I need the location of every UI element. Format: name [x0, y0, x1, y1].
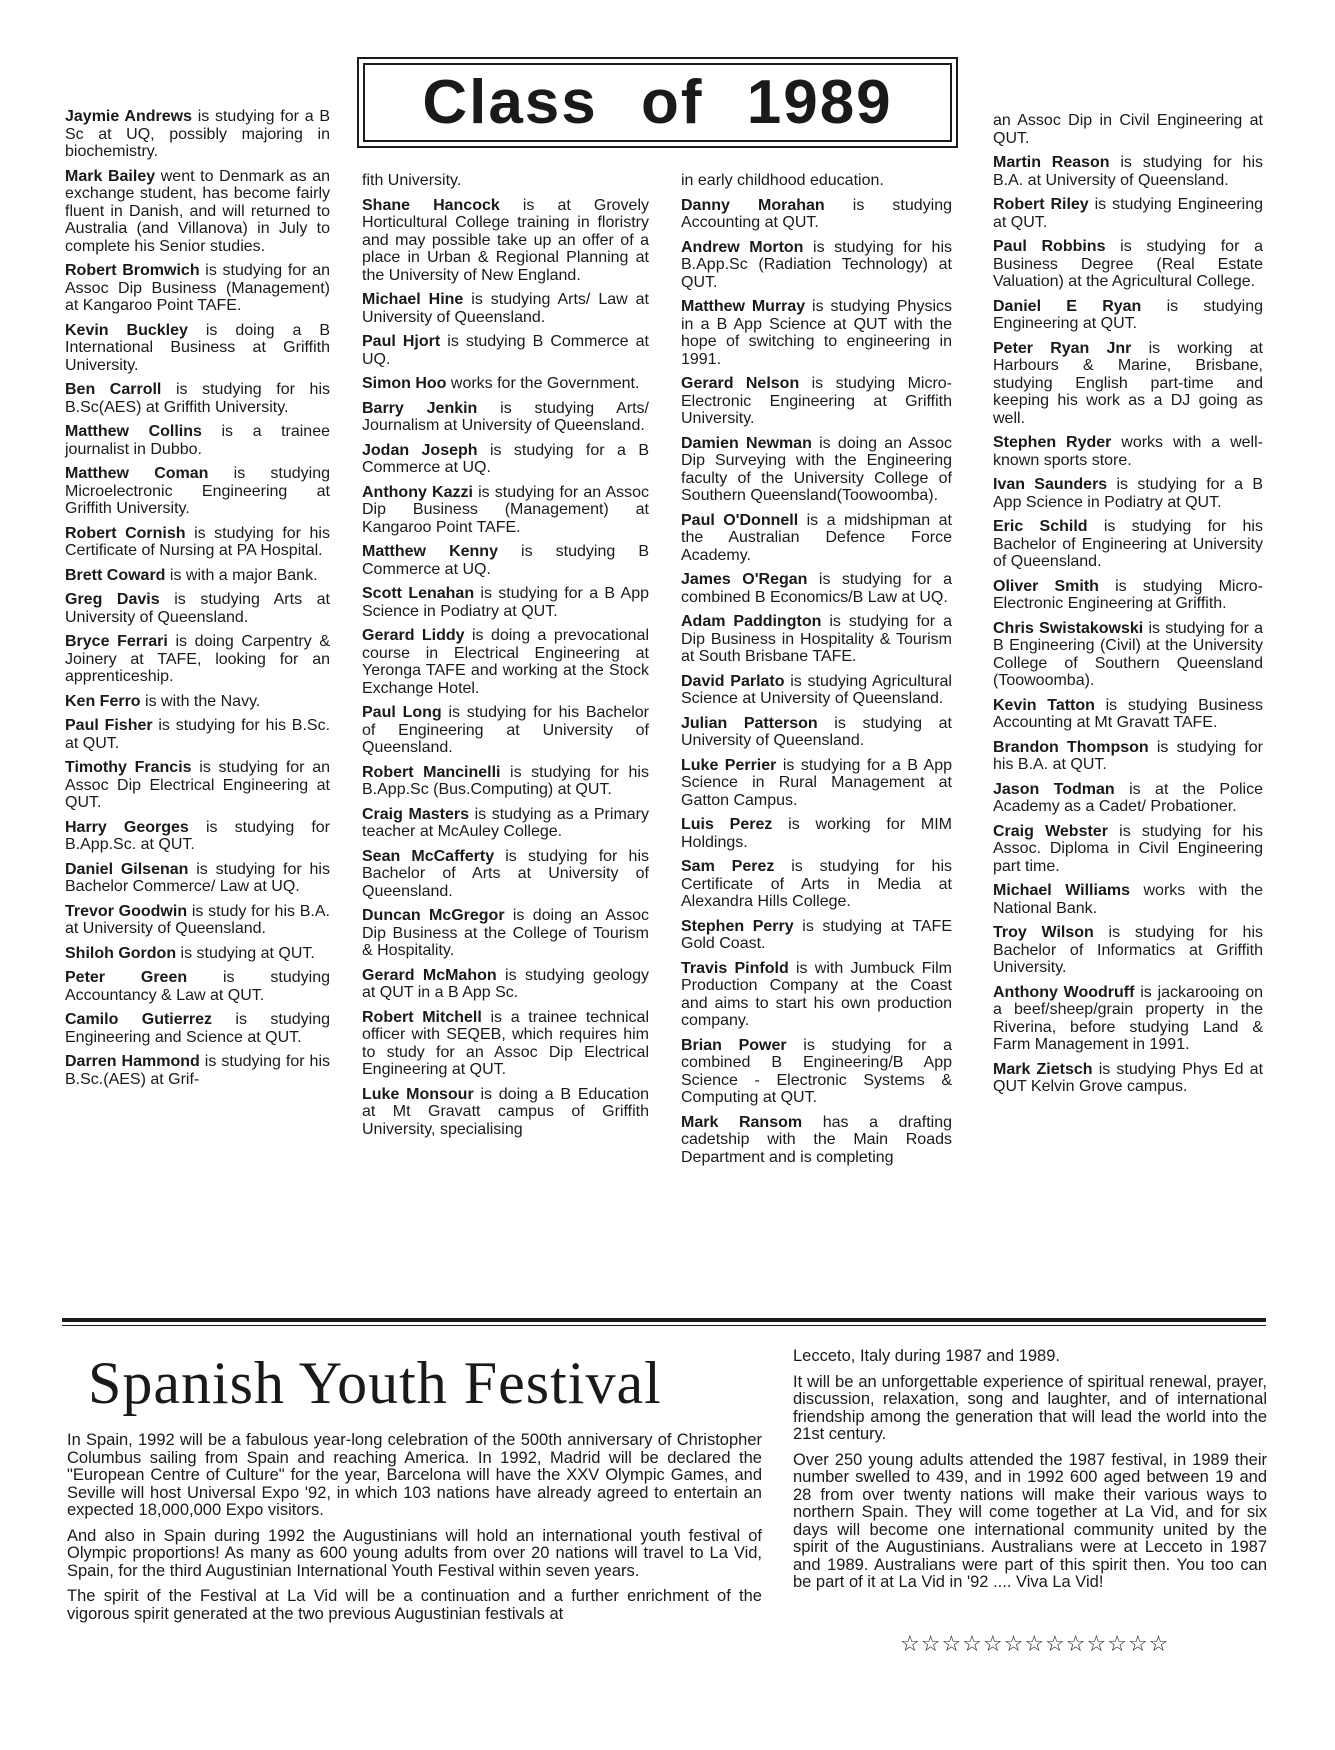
festival-paragraph: In Spain, 1992 will be a fabulous year-long celebration of the 500th anniversary of Christopher Columbus sailing from Spain and reaching America. In 1992, Madrid will be declared the "European Centre of Culture" for the year, Barcelona will have the XXV Olympic Games, and Seville will host Universal Expo '92, in which 103 nations have already agreed to entertain an expected 18,000,000 Expo visitors. — [67, 1431, 762, 1519]
student-details: is at the Police Academy as a Cadet/ Probationer. — [993, 780, 1264, 815]
student-details: is studying for his Bachelor of Informatics at Griffith University. — [993, 924, 1263, 976]
column-continuation: an Assoc Dip in Civil Engineering at QUT. — [993, 112, 1263, 147]
student-entry — [362, 585, 649, 620]
column-continuation: in early childhood education. — [681, 172, 884, 189]
student-name: Robert Mancinelli — [362, 763, 501, 781]
student-details: has a drafting cadetship with the Main Roads Department and is completing — [681, 1113, 952, 1166]
student-details: is studying for his Certificate of Nursing at PA Hospital. — [65, 524, 330, 559]
student-name: Damien Newman — [681, 434, 812, 452]
student-name: Craig Webster — [993, 822, 1108, 840]
student-name: Darren Hammond — [65, 1053, 200, 1070]
student-entry — [362, 333, 649, 368]
student-entry — [362, 848, 649, 901]
student-name: Travis Pinfold — [681, 959, 789, 977]
student-entry — [362, 1009, 649, 1079]
student-entry — [362, 1086, 649, 1139]
student-name: Brett Coward — [65, 566, 166, 584]
student-details: is studying Phys Ed at QUT Kelvin Grove campus. — [993, 1060, 1264, 1095]
student-entry — [681, 960, 952, 1030]
student-name: Harry Georges — [65, 818, 189, 836]
student-entry — [362, 967, 649, 1002]
festival-column-right — [793, 1348, 1267, 1600]
student-details: is working at Harbours & Marine, Brisbane, studying English part-time and keeping his work as a DJ going as well. — [993, 339, 1264, 427]
student-entry — [993, 924, 1263, 977]
student-name: Craig Masters — [362, 805, 469, 823]
student-details: is studying for a combined B Economics/B Law at UQ. — [681, 571, 952, 606]
student-entry — [993, 518, 1263, 571]
student-name: Gerard Liddy — [362, 627, 465, 644]
student-name: Ivan Saunders — [993, 476, 1108, 493]
student-entry — [993, 697, 1263, 732]
student-entry — [65, 759, 330, 812]
student-name: David Parlato — [681, 672, 785, 690]
student-entry — [362, 197, 649, 285]
student-details: is studying for a B Sc at UQ, possibly majoring in biochemistry. — [65, 108, 330, 160]
student-entry — [993, 781, 1263, 816]
student-entry — [65, 693, 330, 711]
student-name: Brian Power — [681, 1036, 787, 1054]
student-entry — [681, 435, 952, 505]
student-name: Matthew Kenny — [362, 543, 498, 560]
student-entry — [993, 196, 1263, 231]
student-name: Julian Patterson — [681, 714, 818, 732]
student-name: Mark Ransom — [681, 1113, 803, 1131]
student-entry — [993, 154, 1263, 189]
festival-paragraph: Over 250 young adults attended the 1987 festival, in 1989 their number swelled to 439, and in 1992 600 aged between 19 and 28 from over twenty nations will make their various ways to northern Spain. They will come together at La Vid, and for six days will become one international community united by the spirit of the Augustinians. Australians were at Lecceto in 1987 and 1989. Australians were part of this spirit then. You too can be part of it at La Vid in '92 .... Viva La Vid! — [793, 1450, 1267, 1591]
student-name: Martin Reason — [993, 154, 1110, 171]
student-name: Paul Robbins — [993, 238, 1106, 255]
student-entry — [362, 627, 649, 697]
student-name: Stephen Perry — [681, 917, 794, 935]
student-details: is with a major Bank. — [165, 566, 318, 584]
student-details: is studying B Commerce at UQ. — [362, 333, 650, 368]
student-entry — [65, 861, 330, 896]
student-entry — [362, 375, 649, 393]
student-details: is studying Engineering at QUT. — [993, 196, 1263, 231]
student-name: Jason Todman — [993, 780, 1115, 798]
student-details: is studying for his B.A. at University of Queensland. — [993, 154, 1263, 189]
student-entry — [993, 1061, 1263, 1096]
section-divider — [62, 1318, 1266, 1322]
student-details: is studying for his B.Sc(AES) at Griffith University. — [65, 381, 330, 416]
student-name: Jodan Joseph — [362, 441, 478, 459]
student-name: Matthew Coman — [65, 465, 209, 482]
student-entry — [681, 858, 952, 911]
student-name: Stephen Ryder — [993, 434, 1112, 451]
student-name: Luke Perrier — [681, 756, 777, 774]
festival-paragraph: Lecceto, Italy during 1987 and 1989. — [793, 1347, 1060, 1365]
student-name: Paul Fisher — [65, 717, 153, 734]
student-details: is study for his B.A. at University of Queensland. — [65, 902, 330, 937]
student-details: is with Jumbuck Film Production Company at the Coast and aims to start his own production company. — [681, 959, 952, 1029]
student-details: is studying for his Bachelor of Engineering at University of Queensland. — [362, 704, 649, 756]
student-entry — [681, 197, 952, 232]
student-name: Matthew Murray — [681, 298, 806, 315]
student-details: is studying for his B.Sc.(AES) at Grif- — [65, 1053, 331, 1088]
student-name: Daniel E Ryan — [993, 297, 1142, 315]
student-details: is studying Microelectronic Engineering at Griffith University. — [65, 465, 330, 517]
student-name: Barry Jenkin — [362, 399, 478, 417]
student-entry — [362, 704, 649, 757]
student-details: is studying at QUT. — [176, 944, 315, 962]
student-name: Sean McCafferty — [362, 847, 495, 865]
student-name: Luke Monsour — [362, 1085, 474, 1103]
student-name: Ken Ferro — [65, 692, 141, 710]
student-name: Duncan McGregor — [362, 907, 505, 924]
student-entry — [65, 633, 330, 686]
student-name: Mark Zietsch — [993, 1060, 1093, 1078]
student-details: is studying for his Bachelor of Engineering at University of Queensland. — [993, 518, 1263, 570]
student-name: Anthony Kazzi — [362, 483, 473, 501]
student-name: Camilo Gutierrez — [65, 1011, 213, 1028]
student-details: is studying for a Business Degree (Real Estate Valuation) at the Agricultural College. — [993, 238, 1263, 290]
student-details: is studying Arts/ Journalism at University of Queensland. — [362, 399, 649, 434]
student-name: Sam Perez — [681, 858, 775, 875]
student-details: is studying for a combined B Engineering/B App Science - Electronic Systems & Computing at QUT. — [681, 1036, 953, 1106]
festival-paragraph: And also in Spain during 1992 the Augustinians will hold an international youth festival of Olympic proportions! As many as 600 young adults from over 20 nations will travel to La Vid, Spain, for the third Augustinian International Youth Festival within seven years. — [67, 1526, 762, 1580]
student-name: Paul Hjort — [362, 333, 441, 350]
student-entry — [65, 262, 330, 315]
student-details: is jackarooing on a beef/sheep/grain property in the Riverina, before studying Land & Farm Management in 1991. — [993, 983, 1263, 1053]
student-details: is studying Engineering and Science at QUT. — [65, 1011, 331, 1046]
student-details: is studying at TAFE Gold Coast. — [681, 917, 953, 952]
class-column-4 — [993, 112, 1263, 1103]
student-entry — [65, 168, 330, 256]
student-name: Anthony Woodruff — [993, 983, 1135, 1001]
student-name: James O'Regan — [681, 571, 808, 588]
student-details: works with the National Bank. — [993, 882, 1263, 917]
student-name: Simon Hoo — [362, 375, 447, 392]
student-details: went to Denmark as an exchange student, has become fairly fluent in Danish, and will returned to Australia (and Villanova) in July to complete his Senior studies. — [65, 167, 331, 255]
student-entry — [362, 764, 649, 799]
column-continuation: fith University. — [362, 172, 462, 189]
section-divider-thin — [62, 1325, 1266, 1326]
student-name: Michael Williams — [993, 882, 1130, 899]
student-name: Matthew Collins — [65, 423, 202, 440]
student-entry — [993, 578, 1263, 613]
student-entry — [65, 717, 330, 752]
student-details: is studying for a B App Science in Rural Management at Gatton Campus. — [681, 756, 952, 809]
student-name: Robert Bromwich — [65, 262, 200, 279]
student-entry — [362, 543, 649, 578]
student-details: is studying for a B App Science in Podiatry at QUT. — [993, 476, 1264, 511]
student-entry — [681, 512, 952, 565]
student-details: is with the Navy. — [140, 692, 261, 710]
student-name: Robert Riley — [993, 196, 1089, 213]
student-entry — [65, 819, 330, 854]
class-column-1 — [65, 108, 330, 1095]
student-details: is studying for his Bachelor of Arts at University of Queensland. — [362, 847, 649, 900]
student-name: Kevin Buckley — [65, 321, 188, 339]
festival-paragraph: The spirit of the Festival at La Vid will be a continuation and a further enrichment of the vigorous spirit generated at the two previous Augustinian festivals at — [67, 1587, 762, 1623]
student-entry — [681, 918, 952, 953]
student-details: is studying for his Bachelor Commerce/ Law at UQ. — [65, 860, 330, 895]
student-details: is doing Carpentry & Joinery at TAFE, looking for an apprenticeship. — [65, 633, 330, 685]
student-details: is doing an Assoc Dip Business at the College of Tourism & Hospitality. — [362, 907, 650, 959]
student-details: is doing a B International Business at Griffith University. — [65, 321, 330, 374]
student-name: Eric Schild — [993, 518, 1088, 535]
student-name: Gerard McMahon — [362, 966, 497, 984]
student-details: is studying for his B.A. at QUT. — [993, 738, 1264, 773]
student-details: is studying for his Certificate of Arts in Media at Alexandra Hills College. — [681, 858, 952, 910]
student-name: Scott Lenahan — [362, 585, 475, 602]
student-name: Mark Bailey — [65, 167, 156, 185]
student-entry — [362, 291, 649, 326]
festival-paragraph: It will be an unforgettable experience of spiritual renewal, prayer, discussion, relaxation, song and laughter, and of international friendship among the generation that will lead the world into the 21st century. — [793, 1372, 1267, 1443]
student-entry — [362, 484, 649, 537]
student-entry — [65, 465, 330, 518]
student-name: Shane Hancock — [362, 196, 500, 214]
page-title: Class of 1989 — [363, 63, 952, 142]
student-details: is studying for an Assoc Dip Electrical Engineering at QUT. — [65, 759, 330, 811]
student-details: is doing a prevocational course in Electrical Engineering at Yeronga TAFE and working at the Stock Exchange Hotel. — [362, 627, 650, 697]
student-name: Oliver Smith — [993, 577, 1099, 595]
student-entry — [362, 400, 649, 435]
student-name: Timothy Francis — [65, 759, 192, 776]
student-details: is studying Agricultural Science at University of Queensland. — [681, 672, 952, 707]
student-entry — [993, 620, 1263, 690]
student-entry — [65, 1053, 330, 1088]
student-entry — [65, 423, 330, 458]
festival-column-left — [67, 1432, 762, 1631]
star-divider: ☆☆☆☆☆☆☆☆☆☆☆☆☆ — [900, 1632, 1170, 1657]
student-details: is at Grovely Horticultural College training in floristry and may possible take up an offer of a place in Urban & Regional Planning at the University of New England. — [362, 196, 650, 284]
student-entry — [681, 571, 952, 606]
student-details: is studying Physics in a B App Science at QUT with the hope of switching to engineering in 1991. — [681, 298, 953, 368]
student-details: is studying B Commerce at UQ. — [362, 543, 649, 578]
student-entry — [681, 239, 952, 292]
student-name: Adam Paddington — [681, 613, 822, 630]
student-name: Peter Ryan Jnr — [993, 339, 1132, 357]
student-entry — [65, 903, 330, 938]
student-name: Paul O'Donnell — [681, 511, 799, 529]
student-details: is studying for an Assoc Dip Business (Management) at Kangaroo Point TAFE. — [362, 483, 650, 536]
class-column-3 — [681, 172, 952, 1173]
student-name: Andrew Morton — [681, 238, 804, 256]
student-name: Robert Mitchell — [362, 1008, 482, 1026]
student-entry — [993, 984, 1263, 1054]
student-name: Greg Davis — [65, 591, 160, 608]
student-entry — [681, 1114, 952, 1167]
student-entry — [681, 816, 952, 851]
student-entry — [681, 1037, 952, 1107]
student-entry — [993, 476, 1263, 511]
student-details: is studying Accountancy & Law at QUT. — [65, 969, 330, 1004]
student-details: is studying for a B App Science in Podiatry at QUT. — [362, 585, 649, 620]
student-details: is studying Micro-Electronic Engineering at Griffith. — [993, 577, 1264, 612]
student-name: Michael Hine — [362, 291, 464, 308]
student-details: is working for MIM Holdings. — [681, 816, 952, 851]
student-name: Gerard Nelson — [681, 375, 800, 392]
student-entry — [681, 715, 952, 750]
student-name: Ben Carroll — [65, 381, 162, 398]
student-details: is studying Business Accounting at Mt Gravatt TAFE. — [993, 696, 1264, 731]
student-entry — [681, 298, 952, 368]
student-details: is studying for his B.App.Sc (Radiation Technology) at QUT. — [681, 238, 952, 291]
class-column-2 — [362, 172, 649, 1145]
student-entry — [65, 525, 330, 560]
student-details: is doing an Assoc Dip Surveying with the Engineering faculty of the University College of Southern Queensland(Toowoomba). — [681, 434, 952, 504]
student-details: is doing a B Education at Mt Gravatt campus of Griffith University, specialising — [362, 1085, 649, 1138]
student-details: is studying for a B Commerce at UQ. — [362, 441, 649, 476]
student-details: is studying Micro-Electronic Engineering at Griffith University. — [681, 375, 952, 427]
student-entry — [362, 442, 649, 477]
student-name: Danny Morahan — [681, 196, 825, 214]
student-name: Chris Swistakowski — [993, 619, 1144, 637]
student-name: Paul Long — [362, 704, 442, 721]
student-entry — [993, 882, 1263, 917]
student-details: is studying for his Assoc. Diploma in Civil Engineering part time. — [993, 822, 1263, 875]
student-details: is studying for a B Engineering (Civil) at the University College of Southern Queensland (Toowoomba). — [993, 619, 1264, 689]
student-name: Peter Green — [65, 969, 188, 986]
student-entry — [65, 945, 330, 963]
student-name: Jaymie Andrews — [65, 108, 192, 125]
student-details: is a trainee journalist in Dubbo. — [65, 423, 330, 458]
student-details: is studying for his B.Sc. at QUT. — [65, 717, 331, 752]
student-name: Troy Wilson — [993, 924, 1094, 941]
student-name: Luis Perez — [681, 816, 773, 833]
student-details: is studying Engineering at QUT. — [993, 297, 1263, 332]
student-entry — [65, 969, 330, 1004]
student-details: is studying for his B.App.Sc (Bus.Computing) at QUT. — [362, 763, 649, 798]
student-entry — [681, 375, 952, 428]
student-details: is studying at University of Queensland. — [681, 714, 952, 749]
student-entry — [362, 907, 649, 960]
student-details: works with a well-known sports store. — [993, 434, 1263, 469]
student-name: Daniel Gilsenan — [65, 860, 189, 878]
student-entry — [65, 322, 330, 375]
student-name: Shiloh Gordon — [65, 944, 177, 962]
student-details: is studying Arts at University of Queensland. — [65, 591, 330, 626]
student-name: Trevor Goodwin — [65, 902, 188, 920]
student-details: is studying for an Assoc Dip Business (Management) at Kangaroo Point TAFE. — [65, 262, 330, 314]
student-details: is studying Accounting at QUT. — [681, 196, 953, 231]
student-details: is a trainee technical officer with SEQEB, which requires him to study for an Assoc Dip Electrical Engineering at QUT. — [362, 1008, 650, 1078]
student-name: Kevin Tatton — [993, 696, 1095, 714]
student-entry — [993, 340, 1263, 428]
student-entry — [65, 108, 330, 161]
student-name: Robert Cornish — [65, 524, 186, 542]
student-entry — [681, 613, 952, 666]
student-details: works for the Government. — [446, 375, 640, 392]
student-entry — [65, 591, 330, 626]
student-details: is studying geology at QUT in a B App Sc. — [362, 966, 650, 1001]
class-of-1989-title-box — [357, 57, 958, 148]
student-entry — [681, 757, 952, 810]
student-entry — [993, 739, 1263, 774]
student-entry — [65, 381, 330, 416]
student-details: is a midshipman at the Australian Defence Force Academy. — [681, 511, 952, 564]
student-name: Bryce Ferrari — [65, 633, 168, 650]
festival-title: Spanish Youth Festival — [88, 1350, 662, 1416]
student-entry — [65, 1011, 330, 1046]
student-entry — [362, 806, 649, 841]
student-entry — [993, 298, 1263, 333]
student-details: is studying Arts/ Law at University of Queensland. — [362, 291, 649, 326]
student-entry — [993, 238, 1263, 291]
student-entry — [993, 823, 1263, 876]
student-details: is studying for B.App.Sc. at QUT. — [65, 818, 331, 853]
student-entry — [681, 673, 952, 708]
student-entry — [65, 567, 330, 585]
student-name: Brandon Thompson — [993, 738, 1149, 756]
student-details: is studying as a Primary teacher at McAuley College. — [362, 805, 649, 840]
student-entry — [993, 434, 1263, 469]
student-details: is studying for a Dip Business in Hospitality & Tourism at South Brisbane TAFE. — [681, 613, 952, 665]
